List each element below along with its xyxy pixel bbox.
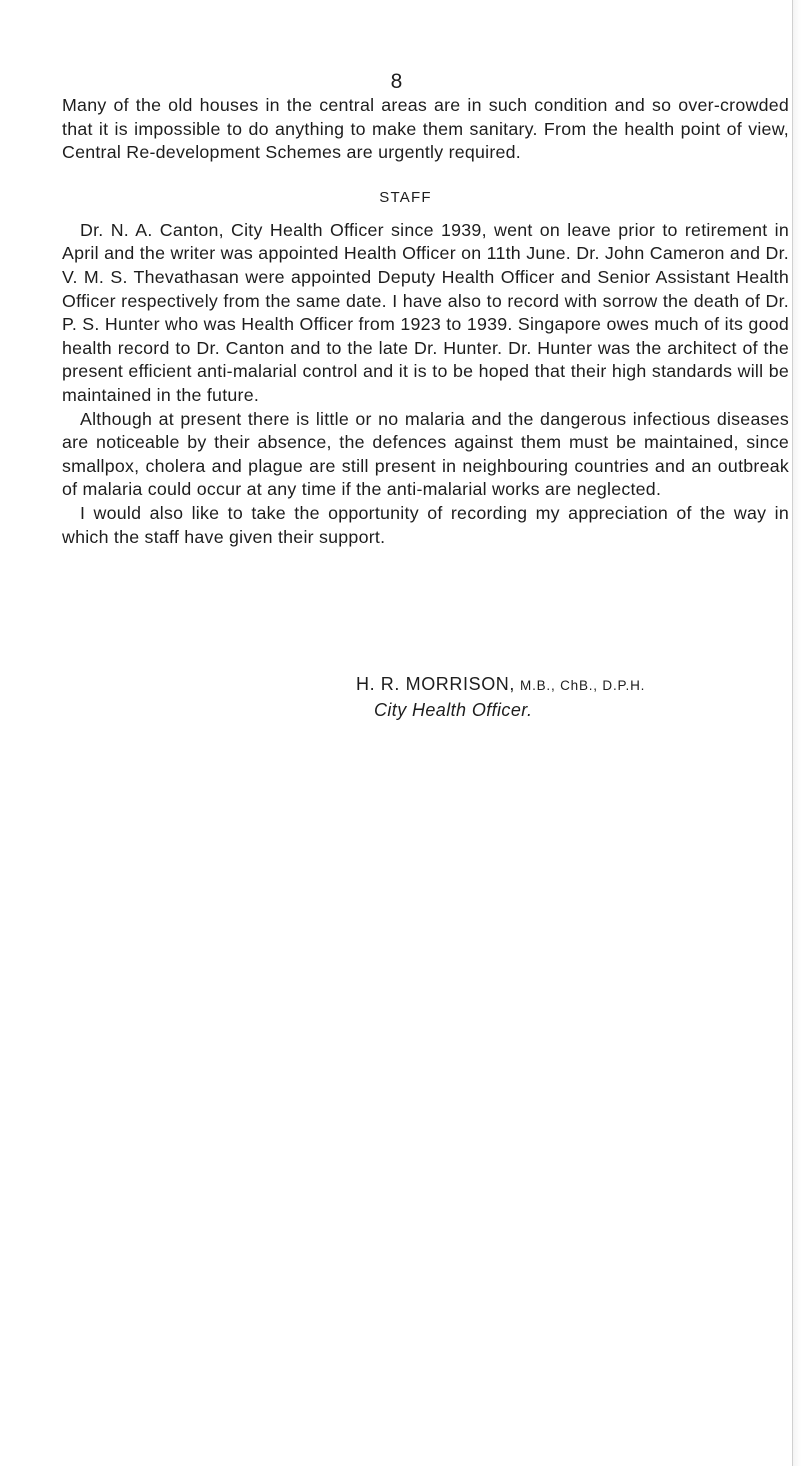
page-edge-shadow bbox=[792, 0, 801, 1466]
staff-paragraph-2: Although at present there is little or no malaria and the dangerous infectious diseases are noticeable by their absence, the defences against them must be maintained, since smallpox, cholera and plague are still present in neighbouring countries and an outbreak of malaria could occur at any time if the anti-malarial works are neglected. bbox=[62, 408, 789, 500]
signature-block bbox=[356, 672, 796, 723]
staff-paragraph-3: I would also like to take the opportunity of recording my appreciation of the way in which the staff have given their support. bbox=[62, 502, 789, 547]
staff-paragraph-1: Dr. N. A. Canton, City Health Officer since 1939, went on leave prior to retirement in April and the writer was appointed Health Officer on 11th June. Dr. John Cameron and Dr. V. M. S. Thevathasan were appointed Deputy Health Officer and Senior Assistant Health Officer respectively from the same date. I have also to record with sorrow the death of Dr. P. S. Hunter who was Health Officer from 1923 to 1939. Singapore owes much of its good health record to Dr. Canton and to the late Dr. Hunter. Dr. Hunter was the architect of the present efficient anti-malarial control and it is to be hoped that their high standards will be maintained in the future. bbox=[62, 219, 789, 405]
signatory-title: City Health Officer. bbox=[374, 700, 533, 720]
signature-line bbox=[356, 672, 796, 698]
page-number: 8 bbox=[390, 70, 403, 93]
signatory-name: H. R. MORRISON, bbox=[356, 674, 516, 694]
signatory-degrees: M.B., ChB., D.P.H. bbox=[520, 678, 646, 693]
section-heading-staff: STAFF bbox=[379, 188, 432, 206]
document-body bbox=[62, 94, 789, 549]
intro-paragraph: Many of the old houses in the central areas are in such condition and so over-crowded that it is impossible to do anything to make them sanitary. From the health point of view, Central Re-development Schemes are urgently required. bbox=[62, 95, 789, 163]
